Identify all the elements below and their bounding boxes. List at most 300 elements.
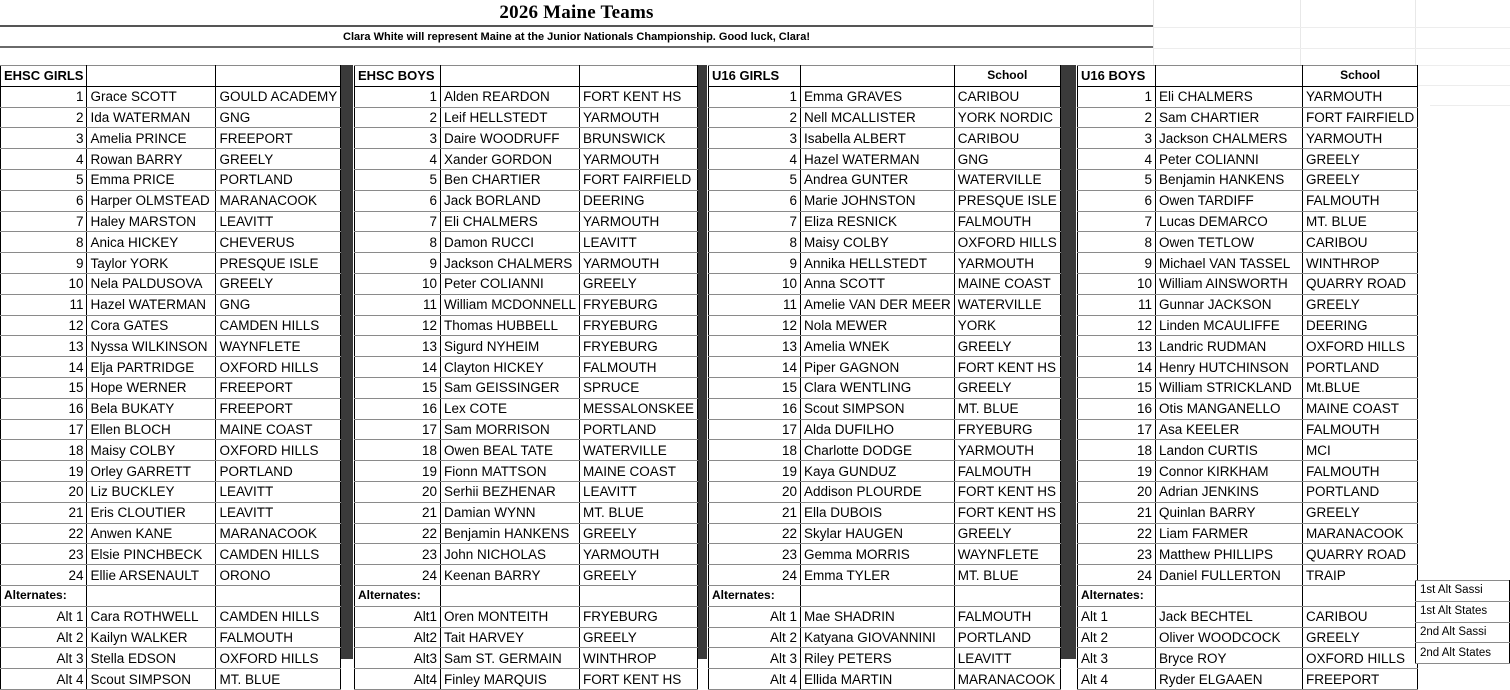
table-row[interactable] <box>709 461 1061 482</box>
athlete-cell[interactable]: Hope WERNER <box>87 377 216 398</box>
table-row[interactable] <box>1 502 341 523</box>
athlete-cell[interactable]: Daire WOODRUFF <box>441 128 580 149</box>
table-row[interactable] <box>1078 502 1418 523</box>
table-row[interactable] <box>1078 357 1418 378</box>
alternate-rank-cell[interactable]: Alt 1 <box>709 606 801 627</box>
school-cell[interactable]: YORK NORDIC <box>954 107 1060 128</box>
table-row[interactable] <box>355 336 698 357</box>
rank-cell[interactable]: 22 <box>1078 523 1156 544</box>
rank-cell[interactable]: 9 <box>709 253 801 274</box>
school-cell[interactable]: LEAVITT <box>216 502 341 523</box>
athlete-cell[interactable]: Ellen BLOCH <box>87 419 216 440</box>
athlete-cell[interactable]: Cara ROTHWELL <box>87 606 216 627</box>
school-cell[interactable]: FRYEBURG <box>580 294 698 315</box>
school-cell[interactable]: MT. BLUE <box>954 565 1060 586</box>
athlete-cell[interactable]: Elsie PINCHBECK <box>87 544 216 565</box>
school-cell[interactable]: OXFORD HILLS <box>216 357 341 378</box>
athlete-cell[interactable]: Eli CHALMERS <box>1156 86 1303 107</box>
alternate-rank-cell[interactable]: Alt1 <box>355 606 441 627</box>
table-row[interactable] <box>1 544 341 565</box>
school-cell[interactable]: FRYEBURG <box>580 336 698 357</box>
school-cell[interactable]: DEERING <box>1303 315 1418 336</box>
athlete-cell[interactable]: Ryder ELGAAEN <box>1156 669 1303 690</box>
school-cell[interactable]: PORTLAND <box>1303 357 1418 378</box>
rank-cell[interactable]: 22 <box>1 523 87 544</box>
alternate-rank-cell[interactable]: Alt3 <box>355 648 441 669</box>
rank-cell[interactable]: 24 <box>355 565 441 586</box>
rank-cell[interactable]: 6 <box>1 190 87 211</box>
school-cell[interactable]: CHEVERUS <box>216 232 341 253</box>
alt-note-cell[interactable]: 2nd Alt Sassi <box>1416 622 1510 643</box>
table-row[interactable] <box>709 190 1061 211</box>
athlete-cell[interactable]: Serhii BEZHENAR <box>441 481 580 502</box>
rank-cell[interactable]: 18 <box>1 440 87 461</box>
table-row[interactable] <box>1 357 341 378</box>
athlete-cell[interactable]: Quinlan BARRY <box>1156 502 1303 523</box>
school-cell[interactable]: PRESQUE ISLE <box>954 190 1060 211</box>
school-cell[interactable]: FALMOUTH <box>1303 461 1418 482</box>
athlete-cell[interactable]: Xander GORDON <box>441 149 580 170</box>
school-cell[interactable]: FORT FAIRFIELD <box>1303 107 1418 128</box>
table-row[interactable] <box>1 565 341 586</box>
school-cell[interactable]: GREELY <box>1303 627 1418 648</box>
rank-cell[interactable]: 20 <box>355 481 441 502</box>
table-row[interactable] <box>1078 336 1418 357</box>
school-cell[interactable]: MT. BLUE <box>1303 211 1418 232</box>
athlete-cell[interactable]: Landric RUDMAN <box>1156 336 1303 357</box>
school-cell[interactable]: FALMOUTH <box>1303 190 1418 211</box>
rank-cell[interactable]: 11 <box>355 294 441 315</box>
school-cell[interactable]: MARANACOOK <box>954 669 1060 690</box>
rank-cell[interactable]: 11 <box>709 294 801 315</box>
school-cell[interactable]: SPRUCE <box>580 377 698 398</box>
athlete-cell[interactable]: Piper GAGNON <box>801 357 955 378</box>
school-cell[interactable]: MCI <box>1303 440 1418 461</box>
rank-cell[interactable]: 12 <box>355 315 441 336</box>
school-cell[interactable]: OXFORD HILLS <box>954 232 1060 253</box>
rank-cell[interactable]: 1 <box>355 86 441 107</box>
school-cell[interactable]: FORT KENT HS <box>954 357 1060 378</box>
rank-cell[interactable]: 2 <box>709 107 801 128</box>
table-row[interactable] <box>355 357 698 378</box>
athlete-cell[interactable]: Tait HARVEY <box>441 627 580 648</box>
rank-cell[interactable]: 5 <box>1 169 87 190</box>
table-row[interactable] <box>1 377 341 398</box>
school-cell[interactable]: FREEPORT <box>216 128 341 149</box>
athlete-cell[interactable]: Peter COLIANNI <box>1156 149 1303 170</box>
athlete-cell[interactable]: Amelia PRINCE <box>87 128 216 149</box>
rank-cell[interactable]: 14 <box>1078 357 1156 378</box>
athlete-cell[interactable]: William MCDONNELL <box>441 294 580 315</box>
table-row[interactable] <box>1078 211 1418 232</box>
rank-cell[interactable]: 13 <box>1078 336 1156 357</box>
rank-cell[interactable]: 1 <box>1078 86 1156 107</box>
alt-note-row[interactable] <box>1416 601 1510 622</box>
table-row[interactable] <box>355 149 698 170</box>
school-cell[interactable]: MAINE COAST <box>954 273 1060 294</box>
athlete-cell[interactable]: Jackson CHALMERS <box>1156 128 1303 149</box>
athlete-cell[interactable]: Maisy COLBY <box>801 232 955 253</box>
table-row[interactable] <box>355 461 698 482</box>
table-row[interactable] <box>1078 377 1418 398</box>
school-cell[interactable]: GREELY <box>1303 149 1418 170</box>
rank-cell[interactable]: 11 <box>1078 294 1156 315</box>
athlete-cell[interactable]: Liam FARMER <box>1156 523 1303 544</box>
rank-cell[interactable]: 13 <box>709 336 801 357</box>
athlete-cell[interactable]: Eliza RESNICK <box>801 211 955 232</box>
school-cell[interactable]: MT. BLUE <box>580 502 698 523</box>
rank-cell[interactable]: 19 <box>355 461 441 482</box>
rank-cell[interactable]: 10 <box>1078 273 1156 294</box>
table-row[interactable] <box>709 377 1061 398</box>
table-row[interactable] <box>1 211 341 232</box>
school-cell[interactable]: CAMDEN HILLS <box>216 315 341 336</box>
school-cell[interactable]: FRYEBURG <box>954 419 1060 440</box>
alt-note-row[interactable] <box>1416 581 1510 602</box>
table-row[interactable] <box>1078 461 1418 482</box>
school-cell[interactable]: MT. BLUE <box>216 669 341 690</box>
rank-cell[interactable]: 5 <box>709 169 801 190</box>
rank-cell[interactable]: 2 <box>1 107 87 128</box>
rank-cell[interactable]: 13 <box>1 336 87 357</box>
school-cell[interactable]: CARIBOU <box>954 128 1060 149</box>
rank-cell[interactable]: 4 <box>1078 149 1156 170</box>
school-cell[interactable]: YARMOUTH <box>580 149 698 170</box>
table-row[interactable] <box>1 315 341 336</box>
table-row[interactable] <box>1 273 341 294</box>
athlete-cell[interactable]: Nela PALDUSOVA <box>87 273 216 294</box>
school-cell[interactable]: GNG <box>954 149 1060 170</box>
school-cell[interactable]: CAMDEN HILLS <box>216 606 341 627</box>
athlete-cell[interactable]: Mae SHADRIN <box>801 606 955 627</box>
school-cell[interactable]: PORTLAND <box>580 419 698 440</box>
school-cell[interactable]: ORONO <box>216 565 341 586</box>
athlete-cell[interactable]: Liz BUCKLEY <box>87 481 216 502</box>
alternate-row[interactable] <box>355 648 698 669</box>
athlete-cell[interactable]: Finley MARQUIS <box>441 669 580 690</box>
rank-cell[interactable]: 19 <box>1 461 87 482</box>
athlete-cell[interactable]: Katyana GIOVANNINI <box>801 627 955 648</box>
school-cell[interactable]: LEAVITT <box>954 648 1060 669</box>
athlete-cell[interactable]: Daniel FULLERTON <box>1156 565 1303 586</box>
rank-cell[interactable]: 6 <box>1078 190 1156 211</box>
alternate-rank-cell[interactable]: Alt2 <box>355 627 441 648</box>
athlete-cell[interactable]: Charlotte DODGE <box>801 440 955 461</box>
rank-cell[interactable]: 22 <box>355 523 441 544</box>
rank-cell[interactable]: 8 <box>355 232 441 253</box>
athlete-cell[interactable]: Ellida MARTIN <box>801 669 955 690</box>
school-cell[interactable]: WATERVILLE <box>954 169 1060 190</box>
table-row[interactable] <box>709 211 1061 232</box>
school-cell[interactable]: OXFORD HILLS <box>1303 648 1418 669</box>
school-cell[interactable]: PORTLAND <box>216 461 341 482</box>
table-row[interactable] <box>355 107 698 128</box>
alternate-rank-cell[interactable]: Alt 2 <box>1 627 87 648</box>
athlete-cell[interactable]: Sam CHARTIER <box>1156 107 1303 128</box>
table-row[interactable] <box>1078 232 1418 253</box>
athlete-cell[interactable]: Gunnar JACKSON <box>1156 294 1303 315</box>
athlete-cell[interactable]: Eli CHALMERS <box>441 211 580 232</box>
table-row[interactable] <box>355 377 698 398</box>
athlete-cell[interactable]: Anica HICKEY <box>87 232 216 253</box>
school-cell[interactable]: LEAVITT <box>216 211 341 232</box>
table-row[interactable] <box>709 481 1061 502</box>
rank-cell[interactable]: 8 <box>1078 232 1156 253</box>
athlete-cell[interactable]: Addison PLOURDE <box>801 481 955 502</box>
school-cell[interactable]: FREEPORT <box>216 377 341 398</box>
table-row[interactable] <box>1078 481 1418 502</box>
athlete-cell[interactable]: Nola MEWER <box>801 315 955 336</box>
school-cell[interactable]: WINTHROP <box>1303 253 1418 274</box>
table-row[interactable] <box>1078 565 1418 586</box>
alternate-row[interactable] <box>1 669 341 690</box>
school-cell[interactable]: GREELY <box>954 336 1060 357</box>
table-row[interactable] <box>709 128 1061 149</box>
table-row[interactable] <box>1078 149 1418 170</box>
rank-cell[interactable]: 8 <box>709 232 801 253</box>
school-cell[interactable]: LEAVITT <box>580 232 698 253</box>
rank-cell[interactable]: 24 <box>1 565 87 586</box>
rank-cell[interactable]: 6 <box>709 190 801 211</box>
rank-cell[interactable]: 3 <box>1 128 87 149</box>
rank-cell[interactable]: 4 <box>355 149 441 170</box>
school-cell[interactable]: MAINE COAST <box>216 419 341 440</box>
school-cell[interactable]: MAINE COAST <box>1303 398 1418 419</box>
rank-cell[interactable]: 17 <box>1078 419 1156 440</box>
alt-note-cell[interactable]: 1st Alt States <box>1416 601 1510 622</box>
athlete-cell[interactable]: Stella EDSON <box>87 648 216 669</box>
school-cell[interactable]: YARMOUTH <box>580 544 698 565</box>
athlete-cell[interactable]: Hazel WATERMAN <box>87 294 216 315</box>
table-row[interactable] <box>355 419 698 440</box>
table-row[interactable] <box>709 523 1061 544</box>
school-cell[interactable]: FALMOUTH <box>954 211 1060 232</box>
school-cell[interactable]: OXFORD HILLS <box>216 648 341 669</box>
school-cell[interactable]: GREELY <box>1303 169 1418 190</box>
school-cell[interactable]: CARIBOU <box>1303 232 1418 253</box>
table-row[interactable] <box>355 232 698 253</box>
athlete-cell[interactable]: Skylar HAUGEN <box>801 523 955 544</box>
athlete-cell[interactable]: Haley MARSTON <box>87 211 216 232</box>
rank-cell[interactable]: 11 <box>1 294 87 315</box>
athlete-cell[interactable]: Maisy COLBY <box>87 440 216 461</box>
athlete-cell[interactable]: Sigurd NYHEIM <box>441 336 580 357</box>
school-cell[interactable]: GREELY <box>580 523 698 544</box>
rank-cell[interactable]: 23 <box>355 544 441 565</box>
table-row[interactable] <box>1 294 341 315</box>
rank-cell[interactable]: 1 <box>709 86 801 107</box>
table-row[interactable] <box>709 565 1061 586</box>
table-row[interactable] <box>355 481 698 502</box>
athlete-cell[interactable]: Keenan BARRY <box>441 565 580 586</box>
athlete-cell[interactable]: Leif HELLSTEDT <box>441 107 580 128</box>
athlete-cell[interactable]: Sam GEISSINGER <box>441 377 580 398</box>
school-cell[interactable]: DEERING <box>580 190 698 211</box>
athlete-cell[interactable]: Ella DUBOIS <box>801 502 955 523</box>
athlete-cell[interactable]: Emma PRICE <box>87 169 216 190</box>
table-row[interactable] <box>1 419 341 440</box>
school-cell[interactable]: FORT KENT HS <box>954 502 1060 523</box>
alternate-row[interactable] <box>355 669 698 690</box>
athlete-cell[interactable]: Sam ST. GERMAIN <box>441 648 580 669</box>
school-cell[interactable]: FALMOUTH <box>580 357 698 378</box>
athlete-cell[interactable]: Fionn MATTSON <box>441 461 580 482</box>
rank-cell[interactable]: 3 <box>1078 128 1156 149</box>
school-cell[interactable]: CARIBOU <box>954 86 1060 107</box>
rank-cell[interactable]: 7 <box>1 211 87 232</box>
athlete-cell[interactable]: Sam MORRISON <box>441 419 580 440</box>
school-cell[interactable]: GREELY <box>580 273 698 294</box>
rank-cell[interactable]: 15 <box>709 377 801 398</box>
alt-note-cell[interactable]: 2nd Alt States <box>1416 643 1510 664</box>
table-row[interactable] <box>1078 169 1418 190</box>
athlete-cell[interactable]: Amelia WNEK <box>801 336 955 357</box>
table-row[interactable] <box>1 86 341 107</box>
athlete-cell[interactable]: Anna SCOTT <box>801 273 955 294</box>
rank-cell[interactable]: 18 <box>355 440 441 461</box>
athlete-cell[interactable]: William STRICKLAND <box>1156 377 1303 398</box>
athlete-cell[interactable]: Damian WYNN <box>441 502 580 523</box>
rank-cell[interactable]: 16 <box>1078 398 1156 419</box>
table-row[interactable] <box>355 315 698 336</box>
rank-cell[interactable]: 21 <box>709 502 801 523</box>
athlete-cell[interactable]: Nyssa WILKINSON <box>87 336 216 357</box>
rank-cell[interactable]: 18 <box>709 440 801 461</box>
table-row[interactable] <box>1078 273 1418 294</box>
rank-cell[interactable]: 3 <box>709 128 801 149</box>
athlete-cell[interactable]: Clayton HICKEY <box>441 357 580 378</box>
rank-cell[interactable]: 12 <box>1078 315 1156 336</box>
table-row[interactable] <box>1 190 341 211</box>
school-cell[interactable]: FRYEBURG <box>580 606 698 627</box>
athlete-cell[interactable]: Andrea GUNTER <box>801 169 955 190</box>
table-row[interactable] <box>709 169 1061 190</box>
athlete-cell[interactable]: Adrian JENKINS <box>1156 481 1303 502</box>
table-row[interactable] <box>1078 253 1418 274</box>
athlete-cell[interactable]: Asa KEELER <box>1156 419 1303 440</box>
rank-cell[interactable]: 9 <box>1 253 87 274</box>
school-cell[interactable]: OXFORD HILLS <box>1303 336 1418 357</box>
athlete-cell[interactable]: Jack BORLAND <box>441 190 580 211</box>
school-cell[interactable]: FREEPORT <box>1303 669 1418 690</box>
athlete-cell[interactable]: Bryce ROY <box>1156 648 1303 669</box>
school-cell[interactable]: FORT FAIRFIELD <box>580 169 698 190</box>
school-cell[interactable]: YARMOUTH <box>954 253 1060 274</box>
rank-cell[interactable]: 15 <box>1 377 87 398</box>
alternate-row[interactable] <box>709 606 1061 627</box>
rank-cell[interactable]: 14 <box>709 357 801 378</box>
rank-cell[interactable]: 20 <box>709 481 801 502</box>
table-row[interactable] <box>709 440 1061 461</box>
table-row[interactable] <box>1078 398 1418 419</box>
rank-cell[interactable]: 21 <box>355 502 441 523</box>
table-row[interactable] <box>709 273 1061 294</box>
school-cell[interactable]: LEAVITT <box>216 481 341 502</box>
school-cell[interactable]: OXFORD HILLS <box>216 440 341 461</box>
athlete-cell[interactable]: Jack BECHTEL <box>1156 606 1303 627</box>
school-cell[interactable]: WAYNFLETE <box>954 544 1060 565</box>
table-row[interactable] <box>1078 440 1418 461</box>
rank-cell[interactable]: 9 <box>355 253 441 274</box>
table-row[interactable] <box>709 232 1061 253</box>
school-cell[interactable]: FORT KENT HS <box>580 86 698 107</box>
rank-cell[interactable]: 23 <box>1 544 87 565</box>
table-row[interactable] <box>709 544 1061 565</box>
rank-cell[interactable]: 4 <box>709 149 801 170</box>
rank-cell[interactable]: 17 <box>709 419 801 440</box>
school-cell[interactable]: GREELY <box>954 377 1060 398</box>
table-row[interactable] <box>709 253 1061 274</box>
athlete-cell[interactable]: Elja PARTRIDGE <box>87 357 216 378</box>
athlete-cell[interactable]: Isabella ALBERT <box>801 128 955 149</box>
athlete-cell[interactable]: John NICHOLAS <box>441 544 580 565</box>
school-cell[interactable]: YARMOUTH <box>954 440 1060 461</box>
school-cell[interactable]: GREELY <box>580 565 698 586</box>
alternate-rank-cell[interactable]: Alt 4 <box>1 669 87 690</box>
school-cell[interactable]: FALMOUTH <box>216 627 341 648</box>
table-row[interactable] <box>355 128 698 149</box>
school-cell[interactable]: FALMOUTH <box>954 461 1060 482</box>
rank-cell[interactable]: 6 <box>355 190 441 211</box>
table-row[interactable] <box>355 190 698 211</box>
rank-cell[interactable]: 4 <box>1 149 87 170</box>
table-row[interactable] <box>355 502 698 523</box>
table-row[interactable] <box>355 86 698 107</box>
school-cell[interactable]: WINTHROP <box>580 648 698 669</box>
rank-cell[interactable]: 14 <box>355 357 441 378</box>
school-cell[interactable]: MARANACOOK <box>216 190 341 211</box>
athlete-cell[interactable]: Otis MANGANELLO <box>1156 398 1303 419</box>
athlete-cell[interactable]: Scout SIMPSON <box>87 669 216 690</box>
table-row[interactable] <box>355 294 698 315</box>
athlete-cell[interactable]: Alden REARDON <box>441 86 580 107</box>
alternate-row[interactable] <box>1 627 341 648</box>
table-row[interactable] <box>1078 294 1418 315</box>
rank-cell[interactable]: 24 <box>1078 565 1156 586</box>
rank-cell[interactable]: 24 <box>709 565 801 586</box>
table-row[interactable] <box>355 440 698 461</box>
school-cell[interactable]: QUARRY ROAD <box>1303 544 1418 565</box>
rank-cell[interactable]: 7 <box>1078 211 1156 232</box>
athlete-cell[interactable]: Scout SIMPSON <box>801 398 955 419</box>
rank-cell[interactable]: 17 <box>355 419 441 440</box>
table-row[interactable] <box>1078 107 1418 128</box>
school-cell[interactable]: WATERVILLE <box>580 440 698 461</box>
athlete-cell[interactable]: Emma TYLER <box>801 565 955 586</box>
rank-cell[interactable]: 23 <box>709 544 801 565</box>
alternate-row[interactable] <box>1078 606 1418 627</box>
school-cell[interactable]: GREELY <box>1303 294 1418 315</box>
table-row[interactable] <box>1078 523 1418 544</box>
school-cell[interactable]: YARMOUTH <box>580 211 698 232</box>
athlete-cell[interactable]: Emma GRAVES <box>801 86 955 107</box>
table-row[interactable] <box>709 336 1061 357</box>
rank-cell[interactable]: 8 <box>1 232 87 253</box>
rank-cell[interactable]: 19 <box>1078 461 1156 482</box>
rank-cell[interactable]: 21 <box>1078 502 1156 523</box>
table-row[interactable] <box>709 315 1061 336</box>
school-cell[interactable]: FALMOUTH <box>1303 419 1418 440</box>
table-row[interactable] <box>1078 315 1418 336</box>
rank-cell[interactable]: 3 <box>355 128 441 149</box>
table-row[interactable] <box>1 107 341 128</box>
alternate-rank-cell[interactable]: Alt4 <box>355 669 441 690</box>
alternate-row[interactable] <box>709 627 1061 648</box>
rank-cell[interactable]: 10 <box>1 273 87 294</box>
school-cell[interactable]: GREELY <box>216 149 341 170</box>
athlete-cell[interactable]: Taylor YORK <box>87 253 216 274</box>
school-cell[interactable]: CAMDEN HILLS <box>216 544 341 565</box>
